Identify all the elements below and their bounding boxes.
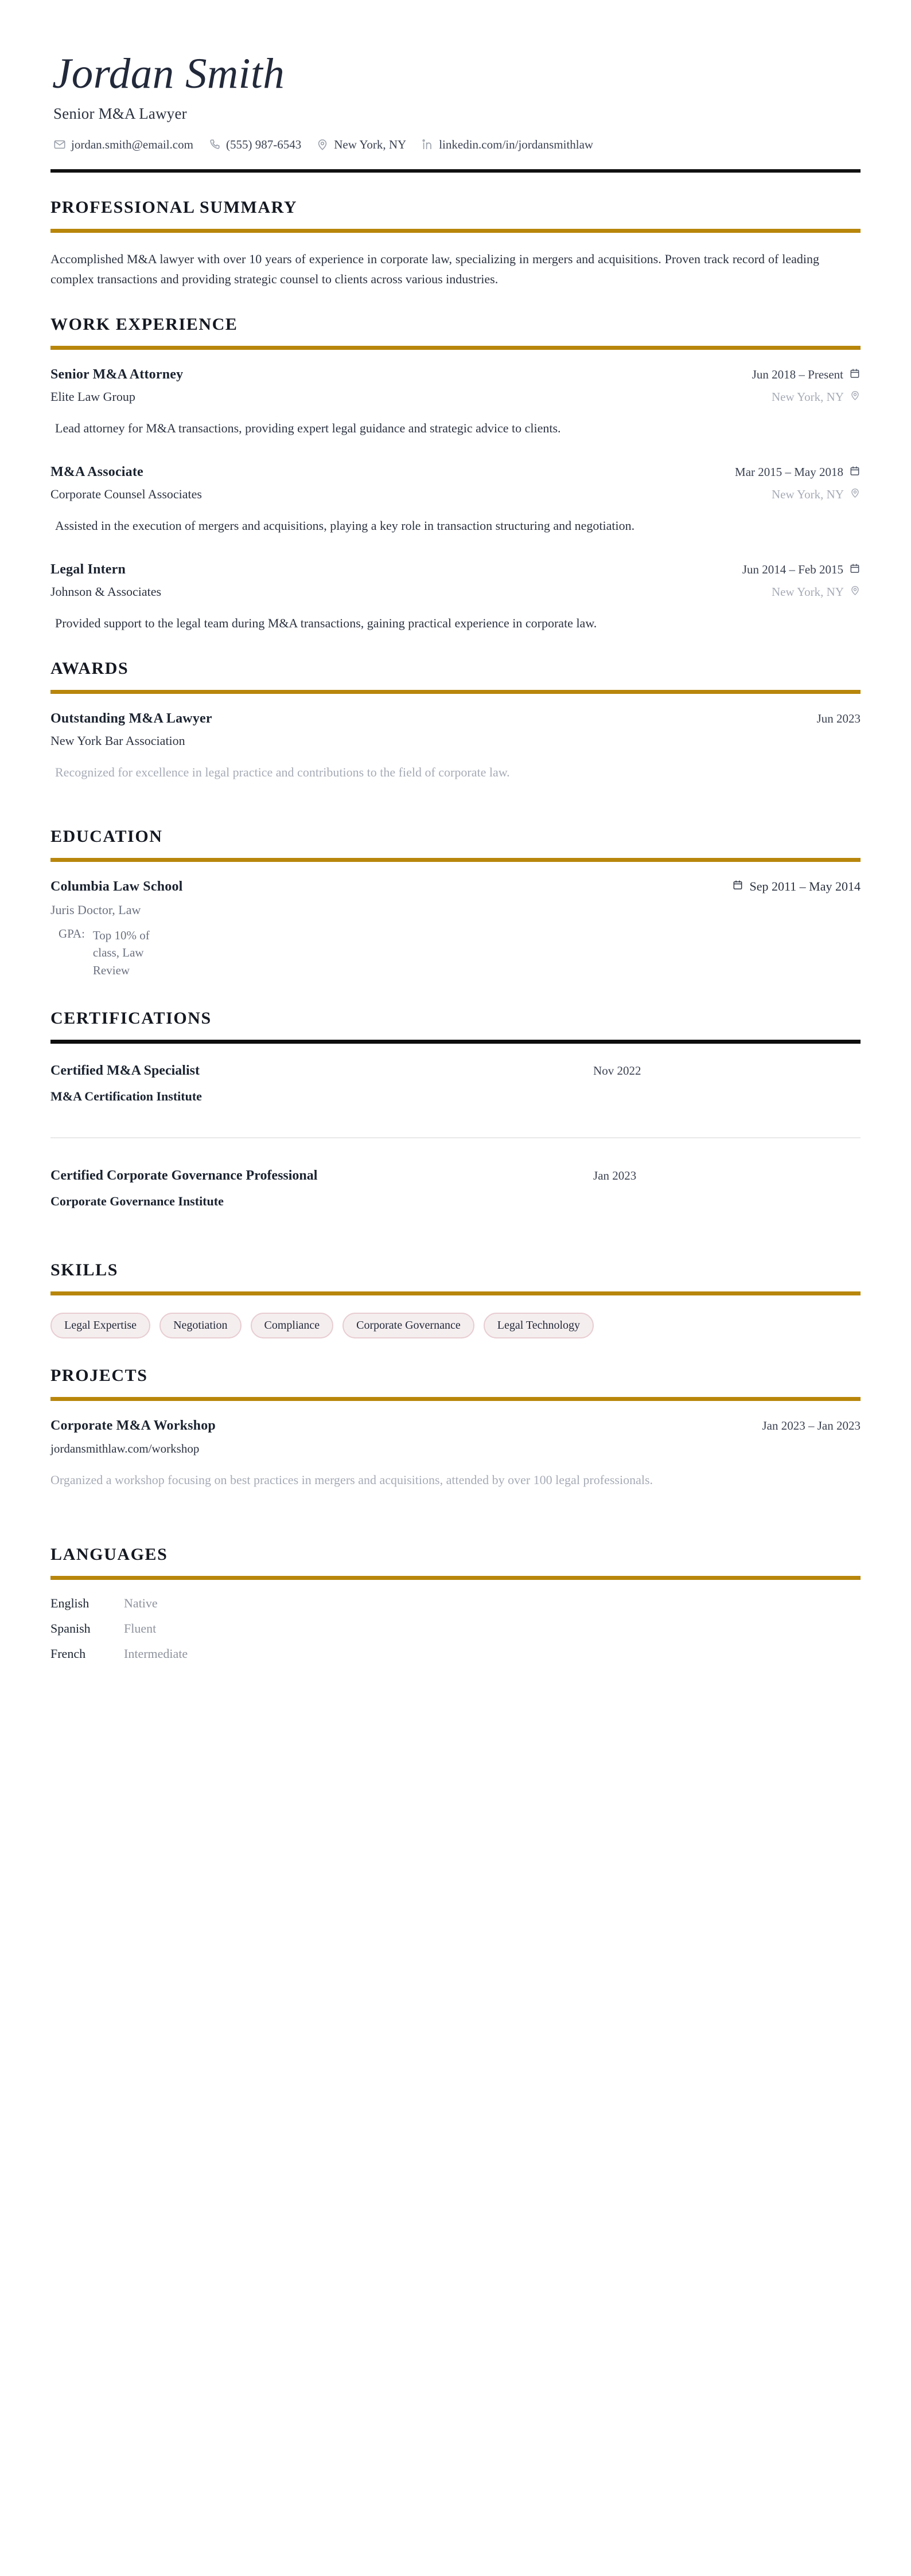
contact-linkedin[interactable] bbox=[421, 138, 593, 152]
section-rule-education bbox=[50, 858, 861, 862]
award-entry bbox=[50, 711, 861, 782]
skill-tag[interactable]: Negotiation bbox=[159, 1313, 241, 1338]
work-entry-header bbox=[50, 465, 861, 480]
contact-email-text: jordan.smith@email.com bbox=[71, 137, 193, 151]
work-entry bbox=[50, 465, 861, 536]
certification-entry bbox=[50, 1063, 861, 1104]
page-title: Jordan Smith bbox=[52, 50, 285, 97]
education-entry-header bbox=[50, 879, 861, 895]
contact-location-text: New York, NY bbox=[334, 137, 407, 151]
section-rule-certifications bbox=[50, 1040, 861, 1044]
work-entry-subheader bbox=[50, 584, 861, 599]
award-description: Recognized for excellence in legal practice and contributions to the field of corporate law. bbox=[55, 764, 510, 779]
section-rule-summary bbox=[50, 229, 861, 233]
contact-phone-text: (555) 987-6543 bbox=[225, 137, 302, 151]
education-gpa-value: Top 10% of class, Law Review bbox=[92, 928, 150, 977]
section-rule-projects bbox=[50, 1397, 861, 1401]
language-name: Spanish bbox=[50, 1621, 91, 1636]
contact-phone[interactable] bbox=[208, 138, 301, 152]
education-dates bbox=[732, 879, 861, 894]
certification-date: Jan 2023 bbox=[593, 1169, 637, 1183]
contact-linkedin-text: linkedin.com/in/jordansmithlaw bbox=[439, 137, 594, 151]
map-pin-icon bbox=[850, 487, 861, 502]
contact-location bbox=[316, 138, 406, 152]
work-entry bbox=[50, 562, 861, 633]
map-pin-icon bbox=[316, 138, 329, 151]
skill-tag[interactable]: Legal Expertise bbox=[50, 1313, 150, 1338]
certification-entry-header bbox=[50, 1063, 861, 1079]
work-job-title: M&A Associate bbox=[50, 465, 143, 480]
skill-tag[interactable]: Corporate Governance bbox=[342, 1313, 474, 1338]
award-date: Jun 2023 bbox=[816, 711, 861, 725]
section-work-experience bbox=[50, 315, 861, 634]
section-projects bbox=[50, 1366, 861, 1490]
award-title: Outstanding M&A Lawyer bbox=[50, 711, 212, 726]
project-entry-header bbox=[50, 1418, 861, 1434]
work-entry bbox=[50, 367, 861, 438]
language-row bbox=[50, 1646, 861, 1661]
section-heading-projects: PROJECTS bbox=[50, 1366, 148, 1385]
phone-icon bbox=[208, 138, 221, 151]
project-title: Corporate M&A Workshop bbox=[50, 1418, 216, 1434]
work-location-text: New York, NY bbox=[771, 390, 844, 404]
skill-tag[interactable]: Compliance bbox=[251, 1313, 334, 1338]
language-level: Native bbox=[124, 1596, 158, 1611]
work-dates bbox=[752, 368, 861, 383]
section-professional-summary bbox=[50, 198, 861, 290]
education-school: Columbia Law School bbox=[50, 879, 183, 894]
section-heading-education: EDUCATION bbox=[50, 826, 163, 846]
linkedin-icon bbox=[421, 138, 434, 151]
work-entry-subheader bbox=[50, 487, 861, 502]
work-location-text: New York, NY bbox=[771, 487, 844, 502]
resume-header bbox=[50, 40, 861, 173]
work-entry-header bbox=[50, 562, 861, 577]
certification-name: Certified M&A Specialist bbox=[50, 1063, 200, 1079]
section-rule-awards bbox=[50, 690, 861, 694]
education-gpa-label: GPA: bbox=[59, 926, 85, 940]
section-heading-work: WORK EXPERIENCE bbox=[50, 315, 238, 334]
award-entry-subheader bbox=[50, 733, 861, 748]
education-entry bbox=[50, 879, 861, 979]
calendar-icon bbox=[849, 465, 861, 480]
contact-row bbox=[53, 138, 861, 152]
section-rule-skills bbox=[50, 1291, 861, 1295]
section-heading-certifications: CERTIFICATIONS bbox=[50, 1009, 212, 1028]
certification-date: Nov 2022 bbox=[593, 1064, 641, 1078]
certification-divider bbox=[50, 1137, 861, 1138]
section-education bbox=[50, 827, 861, 979]
section-rule-languages bbox=[50, 1576, 861, 1580]
work-location bbox=[772, 487, 861, 502]
header-divider bbox=[50, 169, 861, 173]
work-entry-subheader bbox=[50, 389, 861, 404]
work-location-text: New York, NY bbox=[771, 585, 844, 599]
languages-list bbox=[50, 1596, 861, 1661]
certification-entry bbox=[50, 1168, 861, 1209]
work-entry-header bbox=[50, 367, 861, 383]
project-entry bbox=[50, 1418, 861, 1490]
calendar-icon bbox=[849, 563, 861, 577]
work-dates-text: Jun 2014 – Feb 2015 bbox=[742, 563, 843, 577]
language-name: English bbox=[50, 1596, 89, 1611]
map-pin-icon bbox=[850, 585, 861, 599]
section-heading-skills: SKILLS bbox=[50, 1260, 118, 1280]
work-company: Johnson & Associates bbox=[50, 584, 162, 599]
section-heading-summary: PROFESSIONAL SUMMARY bbox=[50, 197, 298, 217]
calendar-icon bbox=[849, 368, 861, 383]
work-company: Corporate Counsel Associates bbox=[50, 487, 202, 502]
project-dates: Jan 2023 – Jan 2023 bbox=[762, 1419, 861, 1433]
project-description: Organized a workshop focusing on best practices in mergers and acquisitions, attended by over 100 legal professionals. bbox=[50, 1473, 653, 1488]
skills-list bbox=[50, 1313, 861, 1338]
education-dates-text: Sep 2011 – May 2014 bbox=[749, 879, 861, 893]
section-rule-work bbox=[50, 346, 861, 350]
contact-email[interactable] bbox=[53, 138, 193, 152]
section-skills bbox=[50, 1260, 861, 1338]
envelope-icon bbox=[53, 138, 66, 151]
language-row bbox=[50, 1621, 861, 1636]
language-level: Intermediate bbox=[124, 1646, 188, 1661]
language-level: Fluent bbox=[124, 1621, 157, 1636]
work-description: Provided support to the legal team during M&A transactions, gaining practical experience in corporate law. bbox=[55, 616, 597, 631]
section-awards bbox=[50, 659, 861, 782]
education-degree: Juris Doctor, Law bbox=[50, 902, 141, 917]
work-job-title: Legal Intern bbox=[50, 562, 126, 577]
professional-title: Senior M&A Lawyer bbox=[53, 104, 187, 122]
work-description: Assisted in the execution of mergers and acquisitions, playing a key role in transaction structuring and negotiation. bbox=[55, 518, 635, 533]
map-pin-icon bbox=[850, 390, 861, 404]
work-location bbox=[772, 585, 861, 599]
certification-issuer: M&A Certification Institute bbox=[50, 1089, 202, 1104]
work-description: Lead attorney for M&A transactions, providing expert legal guidance and strategic advice to clients. bbox=[55, 421, 561, 435]
language-row bbox=[50, 1596, 861, 1611]
section-certifications bbox=[50, 1009, 861, 1209]
work-dates bbox=[742, 563, 861, 577]
education-detail bbox=[59, 927, 861, 979]
section-heading-awards: AWARDS bbox=[50, 658, 129, 678]
certification-entry-header bbox=[50, 1168, 861, 1184]
skill-tag[interactable]: Legal Technology bbox=[484, 1313, 594, 1338]
work-location bbox=[772, 390, 861, 404]
summary-text: Accomplished M&A lawyer with over 10 years of experience in corporate law, specializing in mergers and acquisitions. Proven track record of leading complex transactions and providing strategic counsel to clients across various industries. bbox=[50, 251, 819, 287]
award-entry-header bbox=[50, 711, 861, 727]
work-job-title: Senior M&A Attorney bbox=[50, 367, 184, 382]
certification-name: Certified Corporate Governance Professional bbox=[50, 1168, 318, 1184]
language-name: French bbox=[50, 1646, 86, 1661]
certification-issuer: Corporate Governance Institute bbox=[50, 1194, 224, 1209]
section-languages bbox=[50, 1545, 861, 1661]
work-dates-text: Jun 2018 – Present bbox=[752, 368, 843, 381]
project-link[interactable]: jordansmithlaw.com/workshop bbox=[50, 1442, 200, 1456]
work-dates bbox=[735, 465, 861, 480]
award-issuer: New York Bar Association bbox=[50, 733, 185, 748]
calendar-icon bbox=[732, 879, 743, 894]
work-company: Elite Law Group bbox=[50, 389, 135, 404]
work-dates-text: Mar 2015 – May 2018 bbox=[735, 465, 843, 479]
section-heading-languages: LANGUAGES bbox=[50, 1545, 168, 1564]
